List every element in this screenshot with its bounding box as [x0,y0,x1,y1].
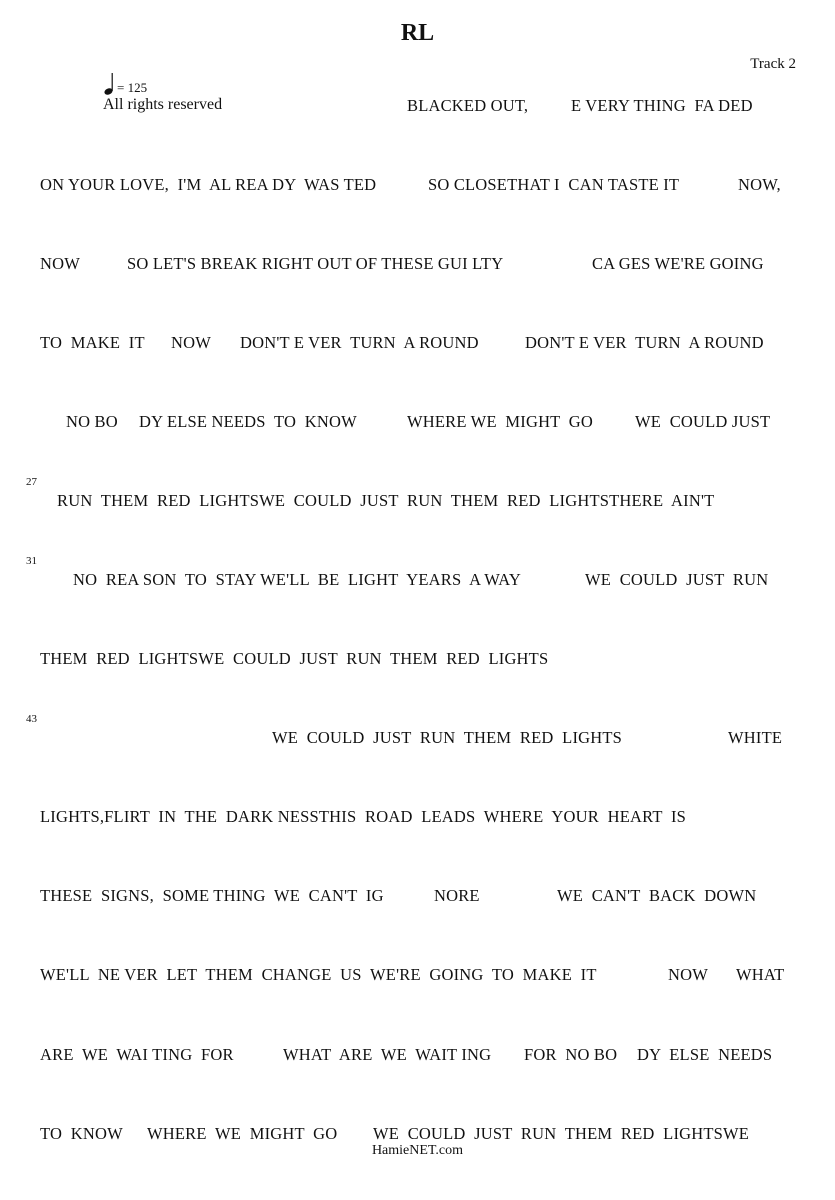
quarter-note-icon [103,72,115,96]
tempo-marking [103,72,147,96]
footer-credit: HamieNET.com [371,1143,464,1158]
lyric-line [0,649,835,673]
tempo-value: = 125 [117,80,148,95]
measure-number: 31 [26,555,37,567]
lyric-segment: WE COULD JUST [635,412,771,431]
lyric-segment: NORE [434,886,480,905]
lyric-segment: RUN THEM RED LIGHTSWE COULD JUST RUN THEM RED LIGHTSTHERE AIN'T [57,491,715,510]
lyric-line [0,254,835,278]
lyric-segment: E VERY THING FA DED [571,96,753,115]
lyric-line [0,175,835,199]
lyric-line [0,1045,835,1069]
lyric-segment: DY ELSE NEEDS TO KNOW [139,412,357,431]
lyric-segment: ON YOUR LOVE, I'M AL REA DY WAS TED [40,175,377,194]
lyric-segment: NO REA SON TO STAY WE'LL BE LIGHT YEARS A WAY [73,570,521,589]
lyric-segment: WE COULD JUST RUN THEM RED LIGHTSWE [373,1124,750,1143]
measure-number: 27 [26,476,37,488]
lyric-segment: WE CAN'T BACK DOWN [557,886,757,905]
lyric-line [0,412,835,436]
lyric-segment: THEM RED LIGHTSWE COULD JUST RUN THEM RED LIGHTS [40,649,549,668]
lyric-segment: WHERE WE MIGHT GO [407,412,594,431]
lyric-segment: CA GES WE'RE GOING [592,254,764,273]
page-title: RL [400,20,435,46]
lyric-line [0,728,835,752]
lyric-segment: WHERE WE MIGHT GO [147,1124,338,1143]
lyric-segment: DY ELSE NEEDS [637,1045,773,1064]
lyric-segment: WHITE [728,728,783,747]
copyright-notice: All rights reserved [103,96,223,113]
lyric-segment: WHAT ARE WE WAIT ING [283,1045,492,1064]
lyric-line [0,570,835,594]
lyric-line [0,333,835,357]
lyric-segment: WE COULD JUST RUN THEM RED LIGHTS [272,728,623,747]
lyric-segment: NOW, [738,175,781,194]
lyric-segment: FOR NO BO [524,1045,618,1064]
lyric-segment: DON'T E VER TURN A ROUND [525,333,764,352]
lyric-segment: NO BO [66,412,118,431]
lyric-segment: LIGHTS,FLIRT IN THE DARK NESSTHIS ROAD LEADS WHERE YOUR HEART IS [40,807,687,826]
lyric-segment: NOW [668,965,709,984]
lyric-segment: NOW [40,254,81,273]
lyric-segment: TO MAKE IT [40,333,145,352]
lyric-segment: THESE SIGNS, SOME THING WE CAN'T IG [40,886,384,905]
lyric-line [0,96,835,120]
lyric-segment: WE COULD JUST RUN [585,570,769,589]
measure-number: 43 [26,713,37,725]
lyric-segment: DON'T E VER TURN A ROUND [240,333,479,352]
lyric-line [0,965,835,989]
lyric-line [0,886,835,910]
lyric-segment: WHAT [736,965,785,984]
track-label: Track 2 [750,56,796,72]
lyric-segment: BLACKED OUT, [407,96,529,115]
lyric-segment: NOW [171,333,212,352]
lyric-line [0,807,835,831]
lyric-line [0,491,835,515]
lyric-segment: TO KNOW [40,1124,123,1143]
lyric-segment: ARE WE WAI TING FOR [40,1045,234,1064]
lyric-segment: SO CLOSETHAT I CAN TASTE IT [428,175,680,194]
lyric-segment: WE'LL NE VER LET THEM CHANGE US WE'RE GOING TO MAKE IT [40,965,597,984]
lyric-segment: SO LET'S BREAK RIGHT OUT OF THESE GUI LTY [127,254,504,273]
